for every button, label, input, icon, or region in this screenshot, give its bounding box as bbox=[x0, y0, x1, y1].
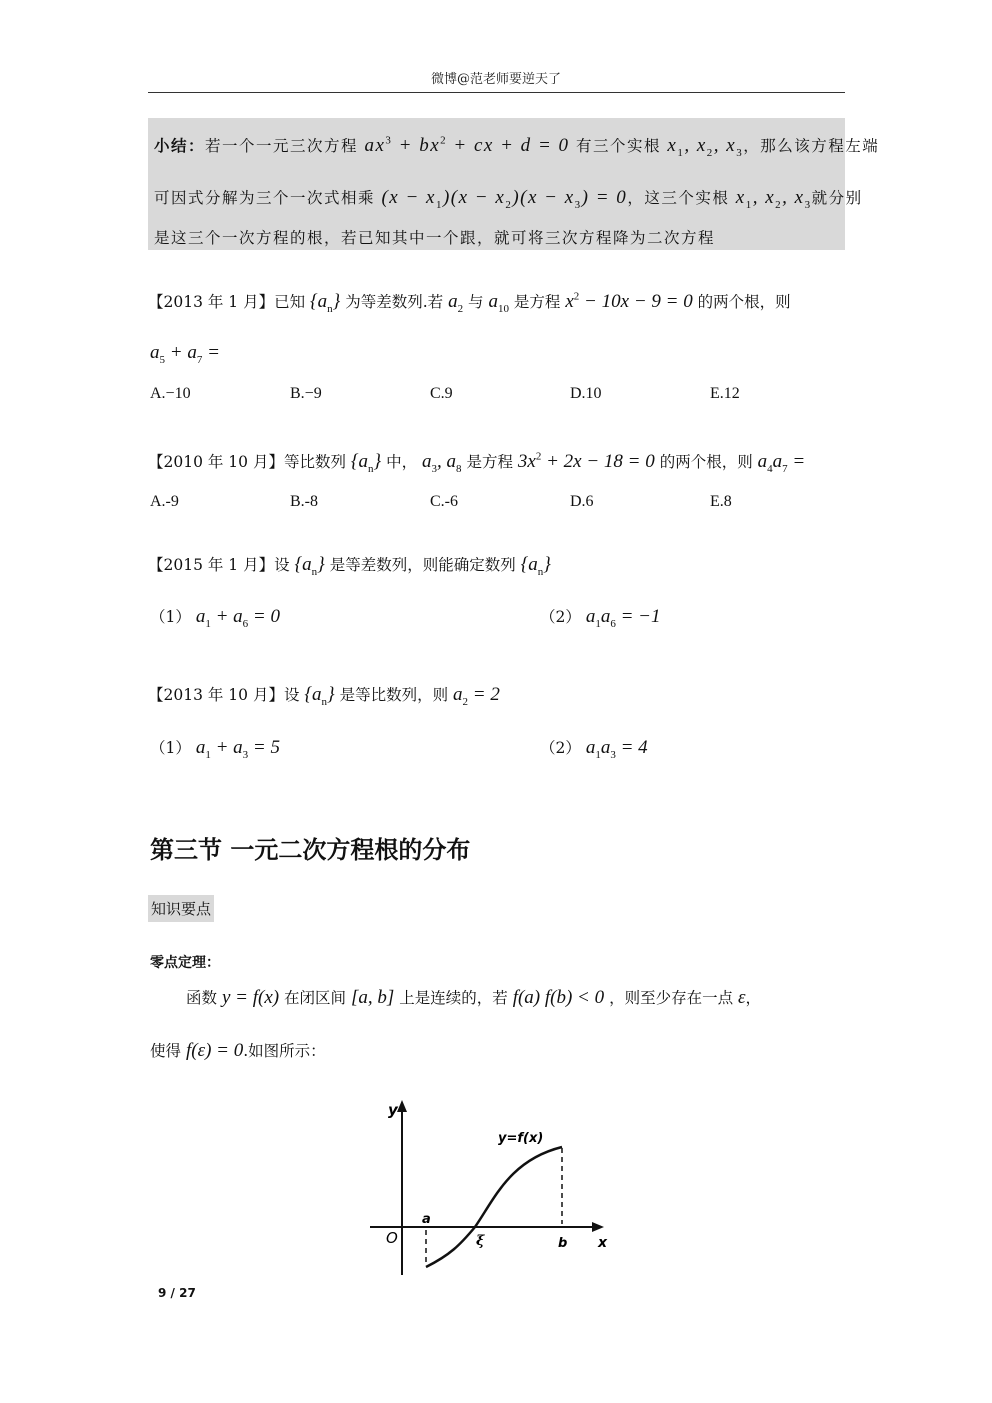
theorem-text-d: ，则至少存在一点 bbox=[609, 989, 734, 1007]
q1-text-b: 为等差数列.若 bbox=[345, 293, 444, 311]
summary-box bbox=[148, 118, 880, 250]
header-divider bbox=[148, 92, 845, 93]
summary-text-2b: ，这三个实根 bbox=[627, 189, 730, 207]
q2-option-b: B.-8 bbox=[290, 493, 318, 510]
q2-sequence: $\{a_n\}$ bbox=[350, 451, 382, 475]
q1-text-a: 已知 bbox=[274, 293, 306, 311]
interval: [a, b] bbox=[350, 987, 395, 1008]
q3-sequence: $\{a_n\}$ bbox=[294, 554, 325, 578]
q1-text-c: 与 bbox=[468, 293, 484, 311]
q1-option-b: B.−9 bbox=[290, 385, 322, 402]
q3-cond2-label: （2） bbox=[540, 608, 581, 626]
q1-stem bbox=[148, 290, 791, 315]
q2-option-a: A.-9 bbox=[150, 493, 179, 510]
q4-condition-1: （1） $a_1 + a_3 = 5$ bbox=[150, 737, 280, 761]
summary-label: 小结： bbox=[154, 136, 206, 155]
q4-a2: $a_2 = 2$ bbox=[453, 684, 500, 708]
q2-option-d: D.6 bbox=[570, 493, 594, 510]
y-axis-label: y bbox=[388, 1101, 398, 1119]
q2-a3a8: $a_3$, $a_8$ bbox=[422, 451, 462, 475]
function-def: y = f(x) bbox=[221, 987, 280, 1008]
q2-option-c: C.-6 bbox=[430, 493, 458, 510]
summary-text-1b: 有三个实根 bbox=[575, 137, 661, 155]
q1-expression: $a_5 + a_7$ = bbox=[150, 342, 220, 366]
factored-form: $(x - x_1)(x - x_2)(x - x_3) = 0$ bbox=[381, 187, 628, 211]
theorem-text-b: 在闭区间 bbox=[284, 989, 347, 1007]
summary-text-2c: 就分别 bbox=[811, 189, 863, 207]
summary-line-2 bbox=[154, 186, 863, 211]
q1-a10: $a_{10}$ bbox=[488, 291, 509, 315]
q2-equation: $3x^2 + 2x - 18 = 0$ bbox=[517, 450, 655, 472]
section-title: 第三节 一元二次方程根的分布 bbox=[150, 836, 471, 864]
theorem-text-2a: 使得 bbox=[150, 1042, 182, 1060]
q2-stem bbox=[148, 450, 805, 475]
q4-stem bbox=[148, 683, 500, 708]
q1-option-a: A.−10 bbox=[150, 385, 191, 402]
function-curve bbox=[426, 1147, 562, 1267]
xi-label: ξ bbox=[476, 1233, 485, 1249]
b-label: b bbox=[558, 1236, 568, 1251]
theorem-paragraph-2 bbox=[150, 1039, 326, 1062]
q2-text-d: 的两个根，则 bbox=[659, 453, 753, 471]
theorem-text-a: 函数 bbox=[186, 989, 218, 1007]
q4-text-a: 设 bbox=[283, 686, 300, 704]
f-epsilon-zero: f(ε) = 0 bbox=[185, 1040, 244, 1061]
zero-point-theorem-heading: 零点定理： bbox=[150, 955, 220, 971]
page-header: 微博@范老师要逆天了 bbox=[430, 72, 561, 87]
origin-label: O bbox=[386, 1229, 398, 1247]
q3-stem bbox=[148, 553, 551, 578]
page-number: 9 / 27 bbox=[158, 1286, 196, 1300]
q1-option-d: D.10 bbox=[570, 385, 602, 402]
q3-sequence-2: $\{a_n\}$ bbox=[520, 554, 551, 578]
q2-text-c: 是方程 bbox=[466, 453, 513, 471]
q1-sequence: $\{a_n\}$ bbox=[310, 291, 341, 315]
y-axis-arrow bbox=[397, 1100, 407, 1112]
q3-condition-2: （2） $a_1a_6 = -1$ bbox=[540, 606, 661, 630]
q3-cond1-label: （1） bbox=[150, 608, 191, 626]
q3-condition-1: （1） $a_1 + a_6 = 0$ bbox=[150, 606, 280, 630]
x-axis-label: x bbox=[598, 1235, 608, 1251]
theorem-paragraph-1 bbox=[186, 986, 761, 1009]
q4-cond1-label: （1） bbox=[150, 739, 191, 757]
q1-text-e: 的两个根，则 bbox=[697, 293, 791, 311]
q1-text-d: 是方程 bbox=[513, 293, 561, 311]
summary-line-1 bbox=[154, 134, 879, 159]
q2-text-a: 等比数列 bbox=[283, 453, 346, 471]
q4-sequence: $\{a_n\}$ bbox=[304, 684, 335, 708]
theorem-text-e: ， bbox=[745, 989, 762, 1007]
q1-a2: $a_2$ bbox=[448, 291, 464, 315]
cubic-equation: $ax^3 + bx^2$ + cx + d = 0 bbox=[364, 134, 570, 156]
sign-condition: f(a) f(b) < 0 bbox=[512, 987, 605, 1008]
q3-tag: 【2015 年 1 月】 bbox=[148, 556, 275, 574]
q2-text-b: 中， bbox=[386, 453, 418, 471]
roots-x1x2x3: $x_1$, $x_2$, $x_3$ bbox=[667, 135, 744, 159]
q4-cond2-label: （2） bbox=[540, 739, 581, 757]
q3-text-a: 设 bbox=[274, 556, 290, 574]
q4-text-b: 是等比数列，则 bbox=[339, 686, 449, 704]
q1-equation: $x^2 - 10x - 9 = 0$ bbox=[565, 290, 693, 312]
summary-text-1a: 若一个一元三次方程 bbox=[205, 137, 359, 155]
zero-theorem-figure bbox=[360, 1090, 630, 1285]
knowledge-badge: 知识要点 bbox=[148, 895, 214, 922]
summary-line-3: 是这三个一次方程的根，若已知其中一个跟，就可将三次方程降为二次方程 bbox=[154, 229, 716, 247]
q3-text-b: 是等差数列，则能确定数列 bbox=[329, 556, 516, 574]
theorem-text-2b: .如图所示： bbox=[243, 1042, 326, 1060]
q2-tag: 【2010 年 10 月】 bbox=[148, 453, 284, 471]
summary-text-1c: ，那么该方程左端 bbox=[743, 137, 880, 155]
q4-tag: 【2013 年 10 月】 bbox=[148, 686, 284, 704]
a-label: a bbox=[422, 1212, 431, 1227]
q1-tag: 【2013 年 1 月】 bbox=[148, 293, 275, 311]
q2-option-e: E.8 bbox=[710, 493, 732, 510]
q1-option-e: E.12 bbox=[710, 385, 740, 402]
summary-text-2a: 可因式分解为三个一次式相乘 bbox=[154, 189, 376, 207]
epsilon: ε bbox=[738, 987, 746, 1008]
q1-option-c: C.9 bbox=[430, 385, 453, 402]
q4-condition-2: （2） $a_1a_3 = 4$ bbox=[540, 737, 648, 761]
q2-a4a7: $a_4a_7$ = bbox=[757, 451, 806, 475]
curve-label: y=f(x) bbox=[498, 1131, 544, 1146]
roots-x1x2x3-2: $x_1$, $x_2$, $x_3$ bbox=[735, 187, 812, 211]
theorem-text-c: 上是连续的，若 bbox=[399, 989, 508, 1007]
x-axis-arrow bbox=[592, 1222, 604, 1232]
